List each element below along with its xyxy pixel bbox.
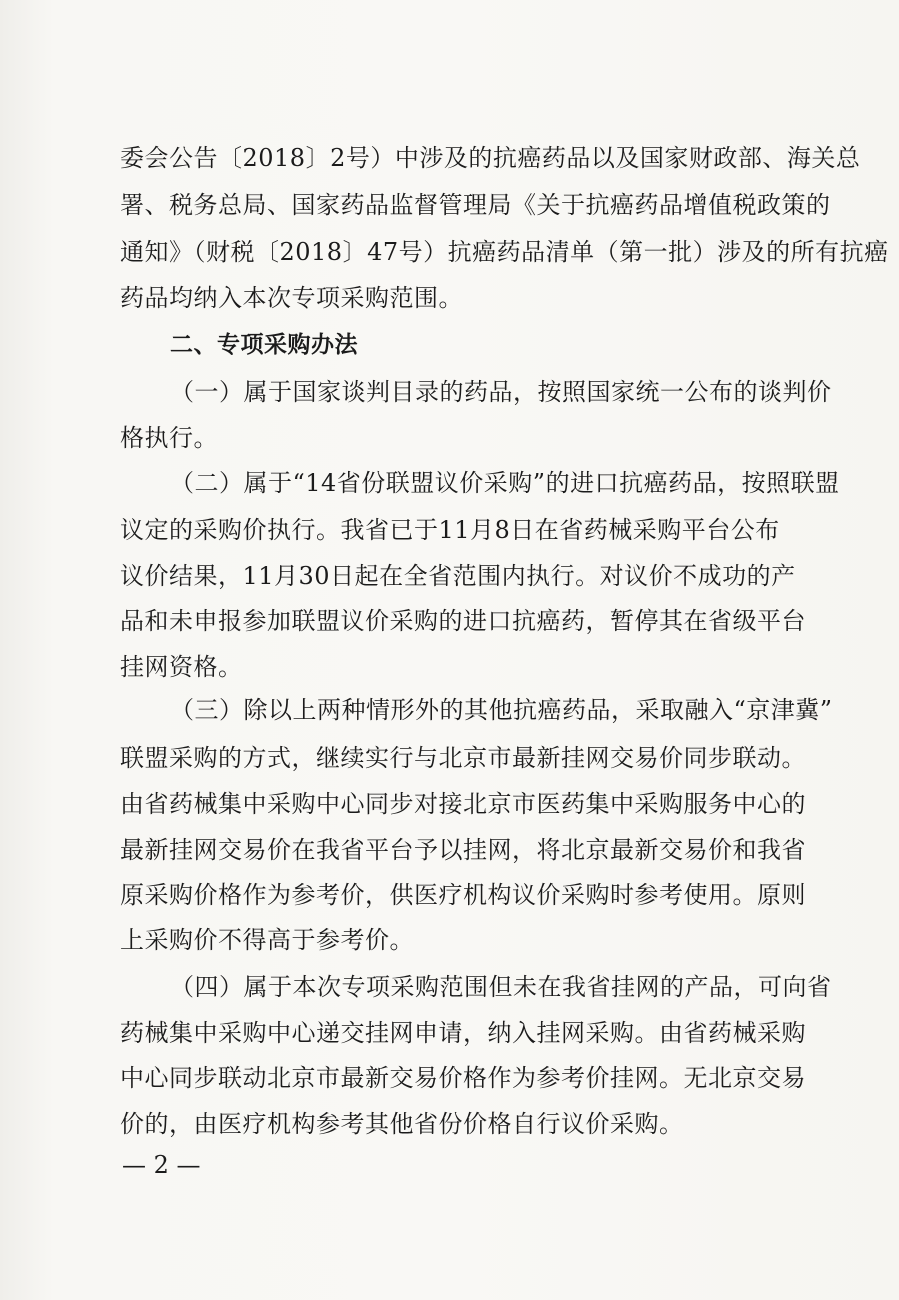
text-line: 上采购价不得高于参考价。 (120, 926, 414, 954)
text-line: 格执行。 (120, 424, 218, 452)
text-line: 委会公告〔2018〕2号）中涉及的抗癌药品以及国家财政部、海关总 (120, 144, 861, 172)
text-line: 品和未申报参加联盟议价采购的进口抗癌药，暂停其在省级平台 (120, 607, 806, 635)
text-line: 通知》（财税〔2018〕47号）抗癌药品清单（第一批）涉及的所有抗癌 (120, 238, 889, 266)
text-line: 原采购价格作为参考价，供医疗机构议价采购时参考使用。原则 (120, 881, 806, 909)
paragraph-first-line: （三）除以上两种情形外的其他抗癌药品，采取融入“京津冀” (170, 696, 833, 724)
text-line: 挂网资格。 (120, 653, 243, 681)
paragraph-first-line: （一）属于国家谈判目录的药品，按照国家统一公布的谈判价 (170, 378, 832, 406)
text-line: 中心同步联动北京市最新交易价格作为参考价挂网。无北京交易 (120, 1064, 806, 1092)
page-number: — 2 — (122, 1151, 201, 1179)
section-heading: 二、专项采购办法 (170, 332, 358, 358)
text-line: 署、税务总局、国家药品监督管理局《关于抗癌药品增值税政策的 (120, 191, 831, 219)
paragraph-first-line: （四）属于本次专项采购范围但未在我省挂网的产品，可向省 (170, 973, 832, 1001)
text-line: 由省药械集中采购中心同步对接北京市医药集中采购服务中心的 (120, 790, 806, 818)
text-line: 药械集中采购中心递交挂网申请，纳入挂网采购。由省药械采购 (120, 1019, 806, 1047)
text-line: 议定的采购价执行。我省已于11月8日在省药械采购平台公布 (120, 516, 780, 544)
text-line: 价的，由医疗机构参考其他省份价格自行议价采购。 (120, 1110, 684, 1138)
text-line: 药品均纳入本次专项采购范围。 (120, 284, 463, 312)
text-line: 联盟采购的方式，继续实行与北京市最新挂网交易价同步联动。 (120, 744, 806, 772)
paragraph-first-line: （二）属于“14省份联盟议价采购”的进口抗癌药品，按照联盟 (170, 469, 840, 497)
text-line: 议价结果，11月30日起在全省范围内执行。对议价不成功的产 (120, 562, 796, 590)
text-line: 最新挂网交易价在我省平台予以挂网，将北京最新交易价和我省 (120, 836, 806, 864)
